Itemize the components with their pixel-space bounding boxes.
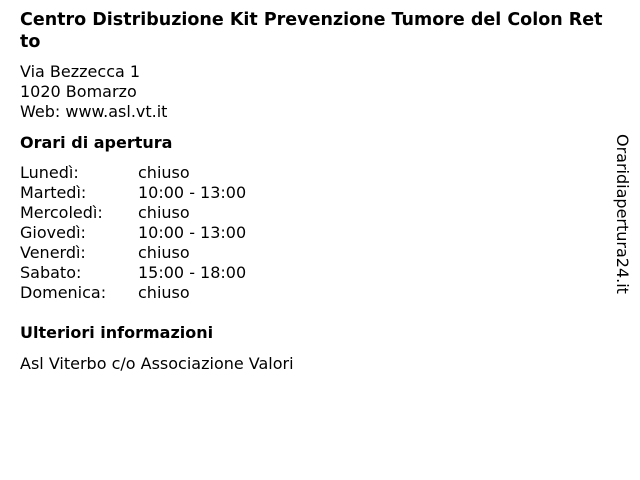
hours-row-saturday (20, 263, 610, 283)
opening-hours-table (20, 163, 610, 303)
hours-value: chiuso (138, 203, 190, 222)
hours-value: 10:00 - 13:00 (138, 223, 247, 242)
day-label: Martedì: (20, 183, 87, 202)
city-address: 1020 Bomarzo (20, 82, 137, 101)
day-label: Giovedì: (20, 223, 86, 242)
hours-value: 15:00 - 18:00 (138, 263, 247, 282)
hours-row-thursday (20, 223, 610, 243)
day-label: Mercoledì: (20, 203, 103, 222)
day-label: Venerdì: (20, 243, 86, 262)
hours-row-tuesday (20, 183, 610, 203)
day-label: Lunedì: (20, 163, 79, 182)
hours-row-wednesday (20, 203, 610, 223)
hours-value: chiuso (138, 163, 190, 182)
site-watermark: Oraridiapertura24.it (613, 134, 632, 294)
hours-row-friday (20, 243, 610, 263)
hours-value: chiuso (138, 283, 190, 302)
day-label: Sabato: (20, 263, 82, 282)
opening-hours-heading: Orari di apertura (20, 133, 173, 152)
hours-value: 10:00 - 13:00 (138, 183, 247, 202)
more-info-text: Asl Viterbo c/o Associazione Valori (20, 354, 294, 373)
page-title: Centro Distribuzione Kit Prevenzione Tumore del Colon Retto (20, 10, 603, 52)
more-info-heading: Ulteriori informazioni (20, 323, 214, 342)
hours-value: chiuso (138, 243, 190, 262)
address-block (20, 62, 610, 122)
hours-row-sunday (20, 283, 610, 303)
street-address: Via Bezzecca 1 (20, 62, 141, 81)
day-label: Domenica: (20, 283, 107, 302)
website-text: Web: www.asl.vt.it (20, 102, 168, 121)
business-card (20, 9, 610, 374)
hours-row-monday (20, 163, 610, 183)
